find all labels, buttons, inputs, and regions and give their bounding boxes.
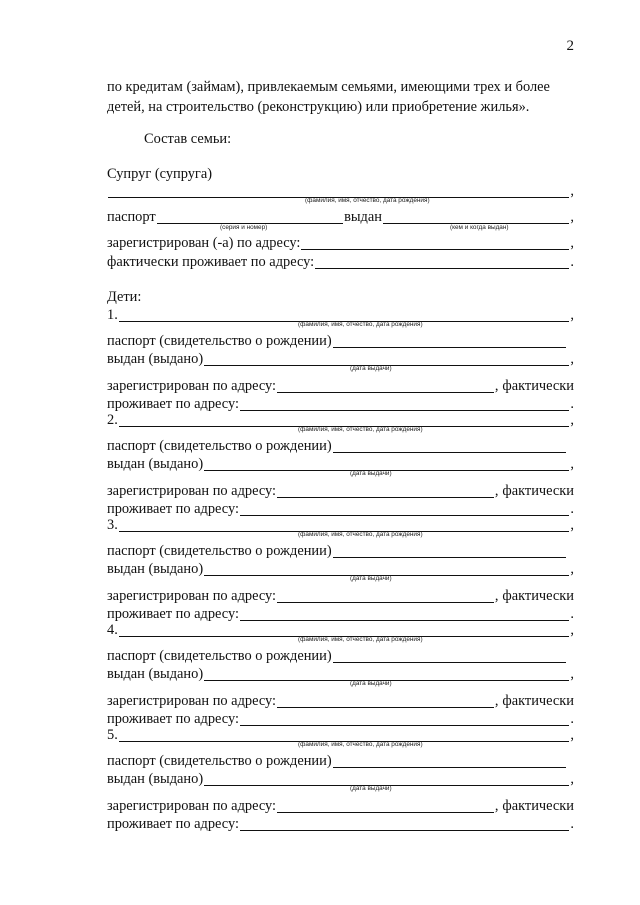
- comma: ,: [494, 378, 499, 394]
- child-actual-part2: проживает по адресу:: [107, 816, 239, 832]
- child-number: 3.: [107, 517, 118, 533]
- child-registered-row: [107, 379, 574, 393]
- child-issued-row: [107, 562, 574, 576]
- dot: .: [570, 501, 574, 517]
- child-actual-part2: проживает по адресу:: [107, 501, 239, 517]
- comma: ,: [494, 693, 499, 709]
- child-registered-field[interactable]: [277, 381, 494, 393]
- composition-heading: Состав семьи:: [144, 131, 232, 147]
- child-doc-row: [107, 754, 574, 768]
- child-doc-row: [107, 649, 574, 663]
- spouse-actual-row: [107, 255, 574, 269]
- child-actual-row: [107, 607, 574, 621]
- comma: ,: [570, 517, 574, 533]
- child-actual-part1: фактически: [502, 483, 574, 499]
- child-doc-label: паспорт (свидетельство о рождении): [107, 753, 332, 769]
- child-actual-part1: фактически: [502, 588, 574, 604]
- child-doc-field[interactable]: [333, 336, 566, 348]
- child-doc-label: паспорт (свидетельство о рождении): [107, 438, 332, 454]
- child-actual-part1: фактически: [502, 693, 574, 709]
- child-registered-row: [107, 799, 574, 813]
- children-heading: Дети:: [107, 289, 142, 305]
- dot: .: [570, 396, 574, 412]
- child-issued-caption: (дата выдачи): [350, 575, 392, 582]
- child-doc-field[interactable]: [333, 441, 566, 453]
- child-actual-field[interactable]: [240, 714, 569, 726]
- child-registered-field[interactable]: [277, 801, 494, 813]
- spouse-passport-row: [107, 210, 574, 224]
- spouse-actual-field[interactable]: [315, 257, 569, 269]
- comma: ,: [570, 307, 574, 323]
- passport-series-field[interactable]: [157, 212, 343, 224]
- child-actual-part2: проживает по адресу:: [107, 606, 239, 622]
- child-doc-label: паспорт (свидетельство о рождении): [107, 333, 332, 349]
- passport-label: паспорт: [107, 209, 156, 225]
- child-issued-caption: (дата выдачи): [350, 680, 392, 687]
- dot: .: [570, 816, 574, 832]
- registered-label: зарегистрирован (-а) по адресу:: [107, 235, 301, 251]
- child-name-caption: (фамилия, имя, отчество, дата рождения): [298, 636, 423, 643]
- child-issued-row: [107, 352, 574, 366]
- child-name-caption: (фамилия, имя, отчество, дата рождения): [298, 531, 423, 538]
- child-number: 5.: [107, 727, 118, 743]
- child-registered-label: зарегистрирован по адресу:: [107, 378, 277, 394]
- comma: ,: [494, 588, 499, 604]
- child-actual-field[interactable]: [240, 819, 569, 831]
- comma: ,: [570, 183, 574, 199]
- child-actual-part2: проживает по адресу:: [107, 396, 239, 412]
- child-registered-field[interactable]: [277, 696, 494, 708]
- child-issued-label: выдан (выдано): [107, 666, 204, 682]
- child-actual-row: [107, 397, 574, 411]
- comma: ,: [570, 622, 574, 638]
- child-actual-row: [107, 817, 574, 831]
- child-number: 4.: [107, 622, 118, 638]
- child-issued-row: [107, 772, 574, 786]
- child-actual-part2: проживает по адресу:: [107, 711, 239, 727]
- passport-issued-field[interactable]: [383, 212, 569, 224]
- comma: ,: [570, 561, 574, 577]
- child-doc-row: [107, 439, 574, 453]
- comma: ,: [494, 483, 499, 499]
- spouse-heading-row: [107, 167, 574, 181]
- child-doc-label: паспорт (свидетельство о рождении): [107, 648, 332, 664]
- child-doc-field[interactable]: [333, 651, 566, 663]
- child-registered-field[interactable]: [277, 486, 494, 498]
- children-heading-row: [107, 290, 574, 304]
- dot: .: [570, 711, 574, 727]
- child-issued-row: [107, 667, 574, 681]
- comma: ,: [570, 412, 574, 428]
- child-name-caption: (фамилия, имя, отчество, дата рождения): [298, 741, 423, 748]
- child-doc-field[interactable]: [333, 546, 566, 558]
- child-actual-row: [107, 502, 574, 516]
- child-actual-field[interactable]: [240, 399, 569, 411]
- child-doc-row: [107, 334, 574, 348]
- child-actual-field[interactable]: [240, 609, 569, 621]
- child-issued-label: выдан (выдано): [107, 456, 204, 472]
- child-doc-row: [107, 544, 574, 558]
- child-registered-label: зарегистрирован по адресу:: [107, 693, 277, 709]
- child-name-caption: (фамилия, имя, отчество, дата рождения): [298, 321, 423, 328]
- issued-caption: (кем и когда выдан): [450, 224, 509, 231]
- child-issued-row: [107, 457, 574, 471]
- actual-label: фактически проживает по адресу:: [107, 254, 315, 270]
- comma: ,: [570, 351, 574, 367]
- child-registered-label: зарегистрирован по адресу:: [107, 588, 277, 604]
- spouse-heading: Супруг (супруга): [107, 166, 213, 182]
- child-issued-caption: (дата выдачи): [350, 470, 392, 477]
- dot: .: [570, 254, 574, 270]
- comma: ,: [570, 666, 574, 682]
- child-number: 1.: [107, 307, 118, 323]
- intro-line-1: по кредитам (займам), привлекаемым семьями, имеющими трех и более: [107, 79, 550, 95]
- child-registered-label: зарегистрирован по адресу:: [107, 483, 277, 499]
- child-actual-part1: фактически: [502, 378, 574, 394]
- comma: ,: [570, 456, 574, 472]
- child-issued-caption: (дата выдачи): [350, 785, 392, 792]
- child-issued-caption: (дата выдачи): [350, 365, 392, 372]
- child-doc-field[interactable]: [333, 756, 566, 768]
- child-registered-label: зарегистрирован по адресу:: [107, 798, 277, 814]
- comma: ,: [570, 771, 574, 787]
- child-issued-label: выдан (выдано): [107, 771, 204, 787]
- child-issued-label: выдан (выдано): [107, 351, 204, 367]
- intro-line-2: детей, на строительство (реконструкцию) или приобретение жилья».: [107, 99, 530, 115]
- spouse-registered-row: [107, 236, 574, 250]
- comma: ,: [570, 209, 574, 225]
- child-registered-row: [107, 484, 574, 498]
- child-registered-field[interactable]: [277, 591, 494, 603]
- dot: .: [570, 606, 574, 622]
- child-actual-part1: фактически: [502, 798, 574, 814]
- child-number: 2.: [107, 412, 118, 428]
- comma: ,: [570, 727, 574, 743]
- child-issued-label: выдан (выдано): [107, 561, 204, 577]
- spouse-registered-field[interactable]: [301, 238, 569, 250]
- page-number: 2: [566, 38, 574, 54]
- comma: ,: [570, 235, 574, 251]
- comma: ,: [494, 798, 499, 814]
- issued-label: выдан: [344, 209, 382, 225]
- child-registered-row: [107, 694, 574, 708]
- child-name-caption: (фамилия, имя, отчество, дата рождения): [298, 426, 423, 433]
- passport-caption: (серия и номер): [220, 224, 268, 231]
- child-registered-row: [107, 589, 574, 603]
- spouse-name-caption: (фамилия, имя, отчество, дата рождения): [305, 197, 430, 204]
- child-doc-label: паспорт (свидетельство о рождении): [107, 543, 332, 559]
- child-actual-row: [107, 712, 574, 726]
- child-actual-field[interactable]: [240, 504, 569, 516]
